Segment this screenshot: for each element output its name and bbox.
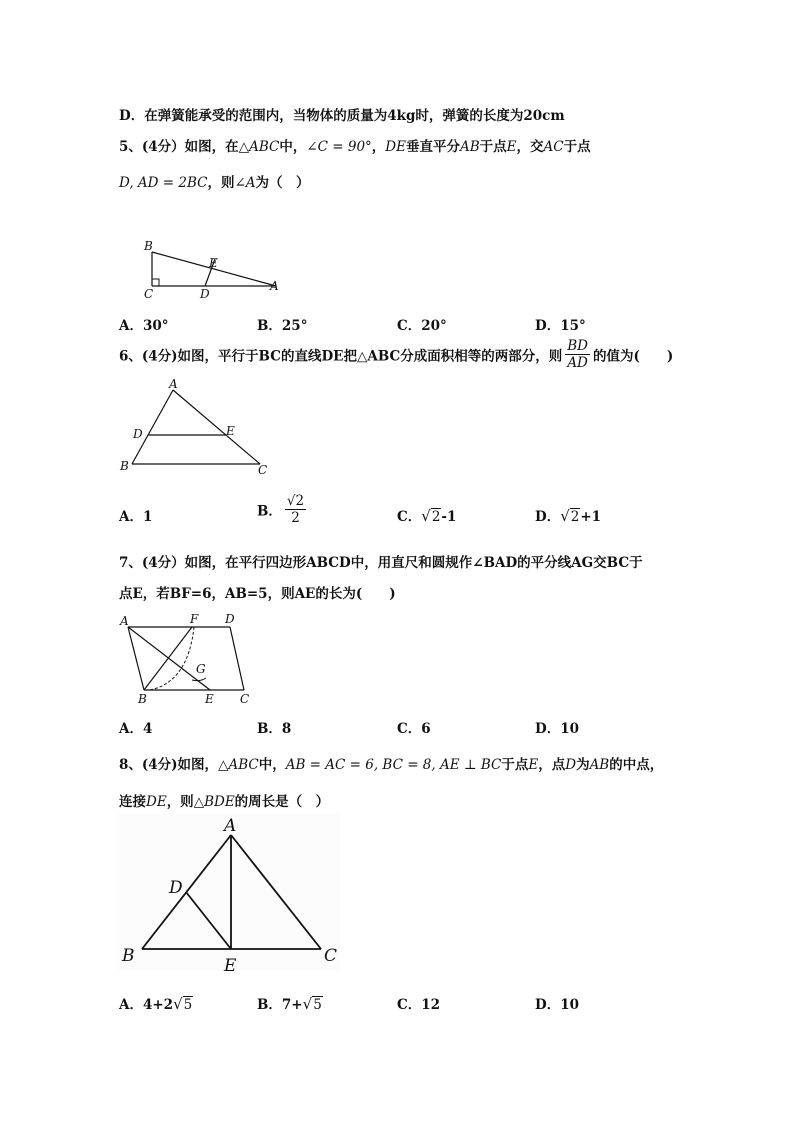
- q8-option-a: A．4+2√5: [119, 995, 193, 1013]
- q5-option-b: B．25°: [257, 318, 308, 334]
- q7-option-d: D．10: [535, 721, 579, 737]
- q8-stem-line1: 8、(4分)如图，△ABC中，AB = AC = 6, BC = 8, AE ⊥ BC于点E，点D为AB的中点，: [119, 757, 664, 773]
- q7-option-a: A．4: [119, 721, 153, 737]
- q8-figure: [118, 813, 343, 976]
- q7-label-g: G: [196, 662, 206, 676]
- q5-stem-line2: D, AD = 2BC，则∠A为（ ）: [119, 175, 310, 191]
- q8-option-c: C．12: [397, 997, 441, 1013]
- q5-label-a: A: [270, 279, 279, 293]
- q7-label-e: E: [205, 692, 214, 706]
- q7-stem-line2: 点E，若BF=6，AB=5，则AE的长为( ): [119, 586, 396, 602]
- q6-label-d: D: [133, 427, 143, 441]
- q6-option-c: C．√2-1: [397, 507, 457, 525]
- q5-label-e: E: [209, 256, 218, 270]
- q7-stem-line1: 7、(4分）如图，在平行四边形ABCD中，用直尺和圆规作∠BAD的平分线AG交BC于: [119, 555, 643, 571]
- q6-figure: [118, 378, 278, 478]
- q6-stem: 6、(4分)如图，平行于BC的直线DE把△ABC分成面积相等的两部分，则 $\frac{BD}{AD}$ 的值为( ): [119, 338, 674, 371]
- q6-label-a: A: [169, 377, 178, 391]
- q7-figure: [118, 612, 268, 706]
- q6-option-a: A．1: [119, 509, 153, 525]
- q8-stem-line2: 连接DE，则△BDE的周长是（ ）: [119, 794, 330, 810]
- q6-option-b: B． $\frac{√2}{2}$: [257, 493, 305, 526]
- q7-label-b: B: [138, 692, 147, 706]
- q8-label-a: A: [224, 816, 237, 836]
- q8-label-e: E: [224, 956, 237, 976]
- q6-option-d: D．√2+1: [535, 507, 602, 525]
- q8-option-b: B．7+√5: [257, 995, 322, 1013]
- q7-label-a: A: [120, 614, 129, 628]
- q6-label-b: B: [120, 459, 129, 473]
- q8-label-b: B: [122, 946, 135, 966]
- q5-option-d: D．15°: [535, 318, 586, 334]
- q5-stem-line1: 5、(4分）如图，在△ABC中，∠C = 90°，DE垂直平分AB于点E，交AC于点: [119, 139, 591, 155]
- q4-option-d: D．在弹簧能承受的范围内，当物体的质量为4kg时，弹簧的长度为20cm: [119, 108, 565, 124]
- q7-option-c: C．6: [397, 721, 431, 737]
- q7-option-b: B．8: [257, 721, 292, 737]
- q6-fraction: $\frac{BD}{AD}$: [567, 338, 588, 371]
- q8-label-d: D: [169, 878, 183, 898]
- q5-label-d: D: [200, 287, 210, 301]
- q6-label-e: E: [226, 424, 235, 438]
- q6-label-c: C: [258, 463, 268, 477]
- q5-option-c: C．20°: [397, 318, 447, 334]
- q7-label-d: D: [225, 612, 235, 626]
- q7-label-f: F: [190, 612, 199, 626]
- q5-label-c: C: [144, 287, 154, 301]
- q5-option-a: A．30°: [119, 318, 169, 334]
- q5-label-b: B: [144, 239, 153, 253]
- q8-label-c: C: [324, 946, 338, 966]
- q7-label-c: C: [240, 692, 250, 706]
- q5-figure: [140, 238, 290, 300]
- q8-option-d: D．10: [535, 997, 579, 1013]
